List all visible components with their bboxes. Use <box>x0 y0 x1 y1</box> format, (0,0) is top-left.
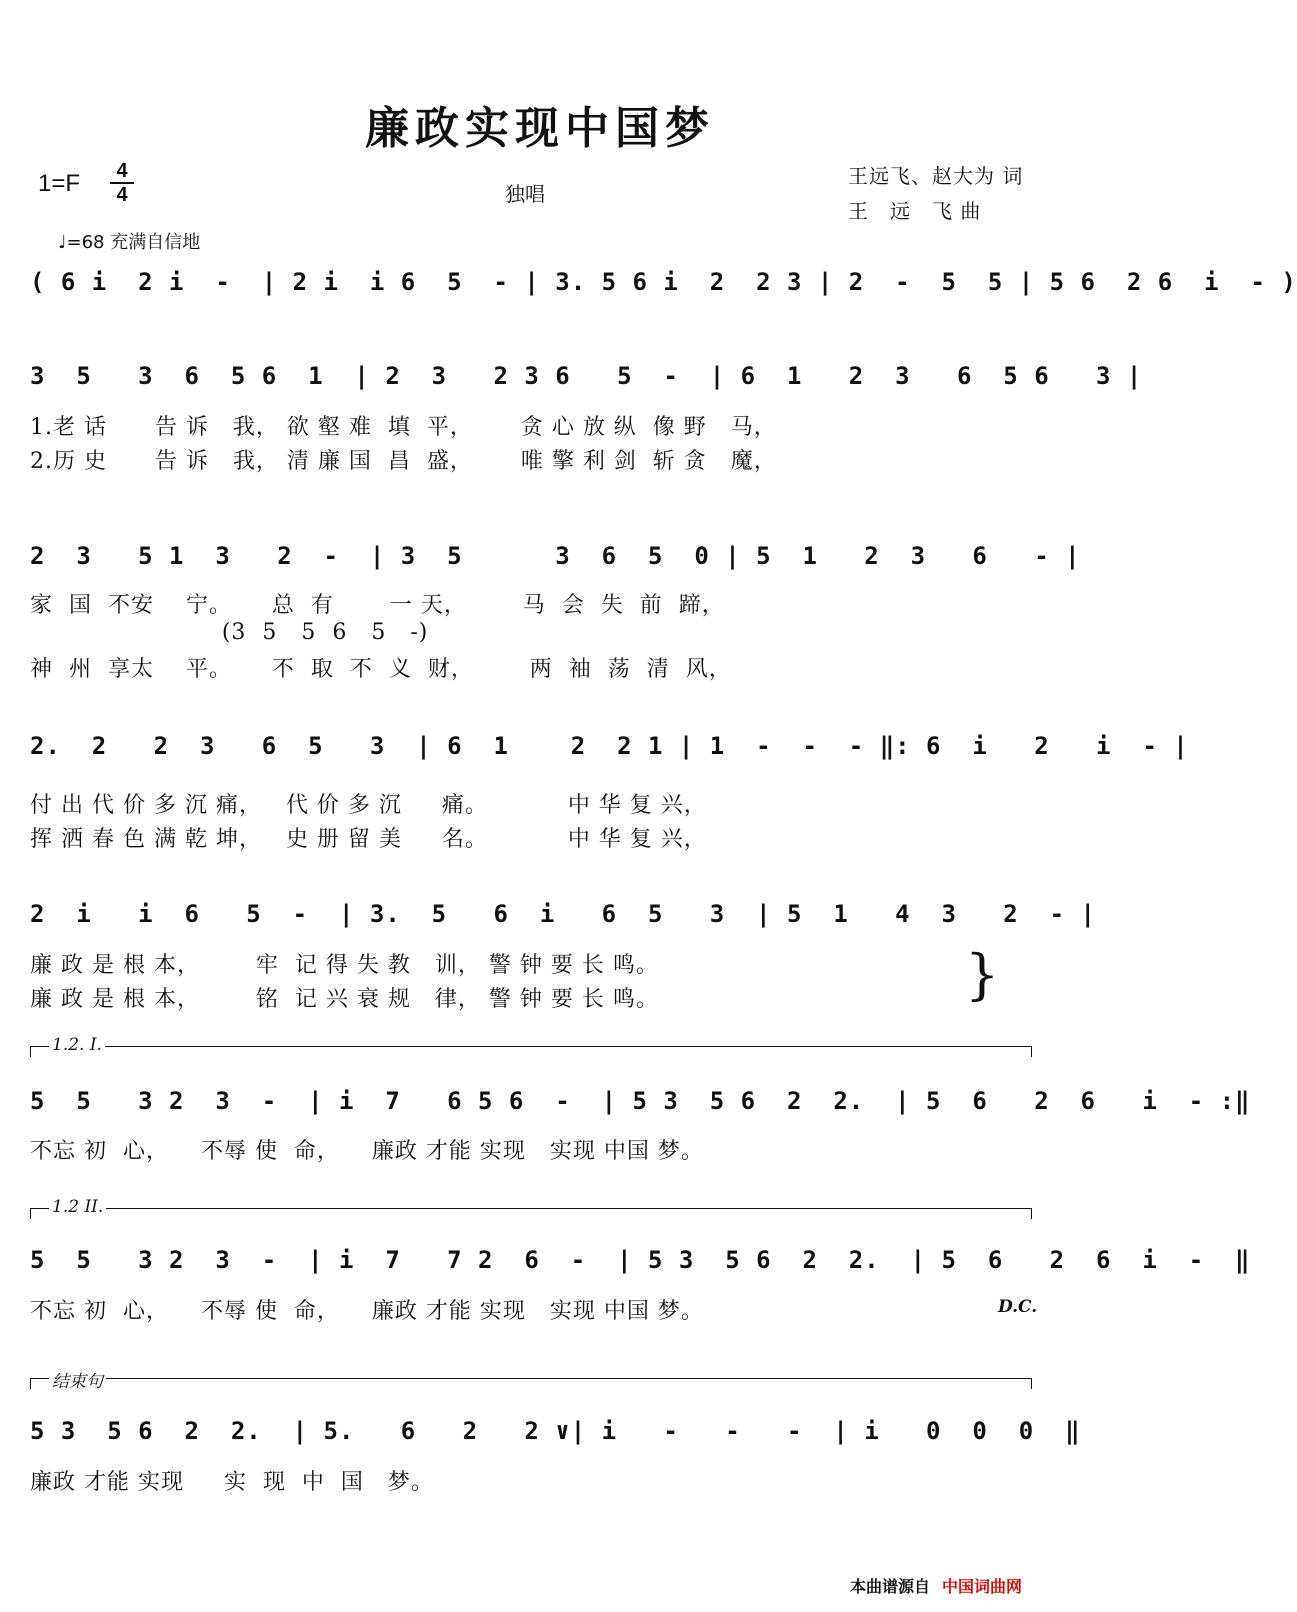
footer-source <box>850 1574 1022 1597</box>
coda-bracket <box>30 1372 1032 1392</box>
notation-row-4: 2 i i 6 5 - | 3. 5 6 i 6 5 3 | 5 1 4 3 2 - | <box>30 900 1096 928</box>
notation-row-3: 2. 2 2 3 6 5 3 | 6 1 2 2 1 | 1 - - - ‖: 6 i 2 i - | <box>30 732 1189 760</box>
notation-row-6: 5 5 3 2 3 - | i 7 7 2 6 - | 5 3 5 6 2 2. | 5 6 2 6 i - ‖ <box>30 1246 1251 1274</box>
lyric-verse2-line4: 廉 政 是 根 本， 铭 记 兴 衰 规 律， 警 钟 要 长 鸣。 <box>30 987 659 1012</box>
lyric-coda: 廉政 才能 实现 实 现 中 国 梦。 <box>30 1470 434 1495</box>
notation-row-2: 2 3 5 1 3 2 - | 3 5 3 6 5 0 | 5 1 2 3 6 - | <box>30 542 1081 570</box>
lyric-verse1-line2: 家 国 不安 宁。 总 有 一 天， 马 会 失 前 蹄， <box>30 593 725 618</box>
lyric-ending2: 不忘 初 心， 不辱 使 命， 廉政 才能 实现 实现 中国 梦。 <box>30 1299 704 1324</box>
notation-row-intro: ( 6 i 2 i - | 2 i i 6 5 - | 3. 5 6 i 2 2 3 | 2 - 5 5 | 5 6 2 6 i - ) <box>30 268 1297 296</box>
footer-brand-link[interactable]: 中国词曲网 <box>942 1577 1023 1596</box>
footer-source-text: 本曲谱源自 <box>850 1577 931 1596</box>
time-bottom: 4 <box>110 182 134 206</box>
volta-ending-1 <box>30 1035 1032 1057</box>
lyric-verse1-line3: 付 出 代 价 多 沉 痛， 代 价 多 沉 痛。 中 华 复 兴， <box>30 793 707 818</box>
performance-mode: 独唱 <box>505 182 545 206</box>
key-signature: 1=F <box>38 170 81 197</box>
lyric-verse1-line1: 1.老 话 告 诉 我， 欲 壑 难 填 平， 贪 心 放 纵 像 野 马， <box>30 415 777 440</box>
notation-row-7: 5 3 5 6 2 2. | 5. 6 2 2 ∨| i - - - | i 0 0 0 ‖ <box>30 1417 1081 1445</box>
coda-label: 结束句 <box>49 1367 106 1392</box>
volta-label-1: 1.2. I. <box>49 1035 105 1055</box>
lyric-ending1: 不忘 初 心， 不辱 使 命， 廉政 才能 实现 实现 中国 梦。 <box>30 1139 704 1164</box>
volta-label-2: 1.2 II. <box>49 1197 106 1217</box>
song-title: 廉政实现中国梦 <box>365 103 715 154</box>
composer-credit: 王 远 飞 曲 <box>848 199 982 223</box>
lyric-verse2-line2: 神 州 享太 平。 不 取 不 义 财， 两 袖 荡 清 风， <box>30 657 732 682</box>
lyric-verse1-line4: 廉 政 是 根 本， 牢 记 得 失 教 训， 警 钟 要 长 鸣。 <box>30 953 659 978</box>
volta-ending-2 <box>30 1197 1032 1219</box>
notation-row-5: 5 5 3 2 3 - | i 7 6 5 6 - | 5 3 5 6 2 2. | 5 6 2 6 i - :‖ <box>30 1087 1251 1115</box>
time-signature <box>110 160 134 206</box>
tempo-marking: ♩=68 充满自信地 <box>58 232 201 253</box>
lyric-verse2-line3: 挥 洒 春 色 满 乾 坤， 史 册 留 美 名。 中 华 复 兴， <box>30 827 707 852</box>
da-capo-mark: D.C. <box>998 1297 1038 1317</box>
interlude-notes: (3 5 5 6 5 -) <box>30 620 429 645</box>
notation-row-1: 3 5 3 6 5 6 1 | 2 3 2 3 6 5 - | 6 1 2 3 6 5 6 3 | <box>30 362 1143 390</box>
lyricist-credit: 王远飞、赵大为 词 <box>848 164 1024 188</box>
lyric-verse2-line1: 2.历 史 告 诉 我， 清 廉 国 昌 盛， 唯 擎 利 剑 斩 贪 魔， <box>30 449 777 474</box>
brace-mark: } <box>965 943 1000 1006</box>
time-top: 4 <box>116 160 128 182</box>
